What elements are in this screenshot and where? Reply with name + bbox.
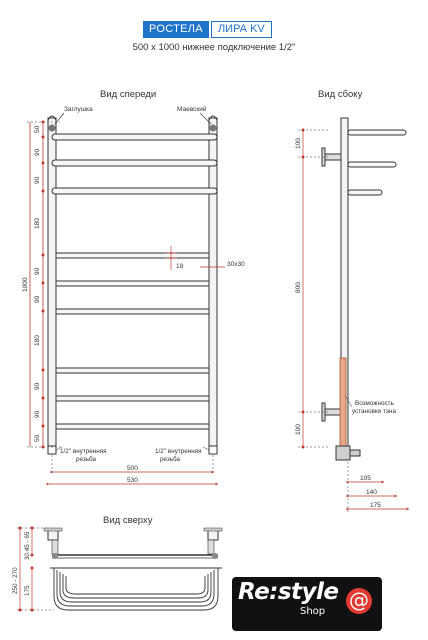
side-dim-140: 140 — [366, 489, 377, 496]
side-view-drawing — [295, 118, 408, 512]
front-view-drawing — [22, 105, 245, 484]
spacing-label: 90 — [34, 295, 41, 303]
spacing-label: 50 — [34, 434, 41, 442]
thread-right-line2: резьба — [160, 456, 180, 463]
side-dim-mid: 800 — [295, 282, 302, 293]
thread-left-line2: резьба — [76, 456, 96, 463]
spacing-label: 90 — [34, 176, 41, 184]
width-530-label: 530 — [127, 477, 138, 484]
top-view-title: Вид сверху — [103, 515, 153, 526]
valve-label: Маевский — [177, 106, 207, 113]
model-name: ЛИРА KV — [211, 21, 272, 38]
spacing-label: 90 — [34, 267, 41, 275]
side-dim-top: 100 — [295, 138, 302, 149]
side-dim-175: 175 — [370, 502, 381, 509]
thread-left-line1: 1/2'' внутренняя — [60, 448, 107, 455]
side-dim-105: 105 — [360, 475, 371, 482]
heater-note-line2: установки тэна — [352, 408, 396, 415]
logo-text: Re:style — [238, 579, 339, 605]
product-subtitle: 500 х 1000 нижнее подключение 1/2" — [132, 42, 296, 53]
heater-note-line1: Возможность — [355, 400, 394, 407]
spacing-label: 180 — [34, 335, 41, 346]
total-height-label: 1000 — [22, 277, 29, 292]
logo-at-icon: @ — [346, 588, 372, 614]
dim-18-label: 18 — [176, 263, 184, 270]
side-view-title: Вид сбоку — [318, 89, 363, 100]
logo-shop-text: Shop — [300, 606, 326, 617]
dim-30x30-label: 30х30 — [227, 261, 245, 268]
plug-label: Заглушка — [64, 106, 93, 113]
top-dim-175: 175 — [24, 585, 31, 596]
top-dim-range: 250 - 270 — [12, 567, 19, 594]
spacing-label: 50 — [34, 125, 41, 133]
thread-right-line1: 1/2'' внутренняя — [155, 448, 202, 455]
spacing-label: 180 — [34, 218, 41, 229]
top-dim-small: 30.45 - 65 — [24, 531, 31, 560]
side-dim-bottom: 100 — [295, 424, 302, 435]
spacing-label: 90 — [34, 148, 41, 156]
brand-name: РОСТЕЛА — [143, 21, 209, 38]
top-view-drawing — [12, 527, 222, 612]
spacing-label: 90 — [34, 382, 41, 390]
front-view-title: Вид спереди — [100, 89, 157, 100]
width-500-label: 500 — [127, 465, 138, 472]
spacing-label: 90 — [34, 410, 41, 418]
